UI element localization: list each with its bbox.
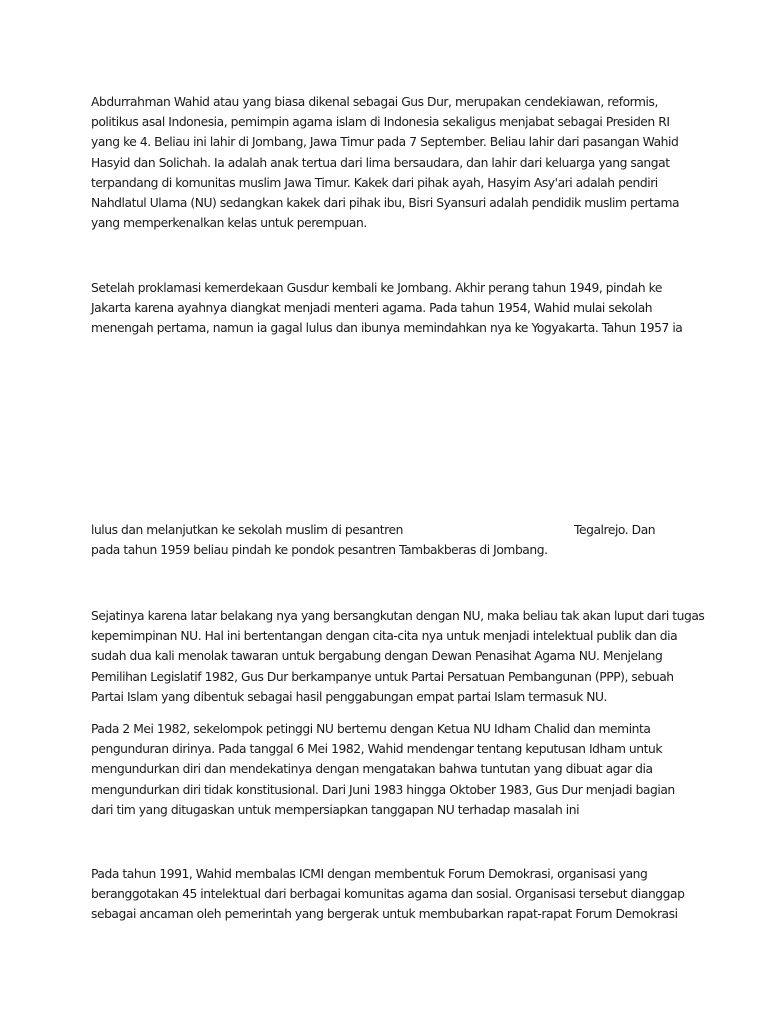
paragraph-nu-leadership: [91, 606, 705, 707]
text-line: Setelah proklamasi kemerdekaan Gusdur kembali ke Jombang. Akhir perang tahun 1949, pindah ke: [91, 281, 663, 295]
paragraph-education: [91, 278, 701, 339]
text-line: Partai Islam yang dibentuk sebagai hasil penggabungan empat partai Islam termasuk NU.: [91, 689, 607, 704]
text-line: dari tim yang ditugaskan untuk mempersiapkan tanggapan NU terhadap masalah ini: [91, 802, 580, 817]
text-line: politikus asal Indonesia, pemimpin agama islam di Indonesia sekaligus menjabat sebagai Presiden RI: [91, 115, 670, 130]
text-line: terpandang di komunitas muslim Jawa Timur. Kakek dari pihak ayah, Hasyim Asy'ari adalah pendiri: [91, 175, 658, 190]
text-line: Pemilihan Legislatif 1982, Gus Dur berkampanye untuk Partai Persatuan Pembangunan (PPP), sebuah: [91, 669, 674, 684]
text-line: sebagai ancaman oleh pemerintah yang bergerak untuk membubarkan rapat-rapat Forum Demokrasi: [91, 907, 678, 922]
text-line: menengah pertama, namun ia gagal lulus dan ibunya memindahkan nya ke Yogyakarta. Tahun 1957 ia: [91, 321, 683, 336]
paragraph-education-continued: [91, 520, 701, 560]
text-line: beranggotakan 45 intelektual dari berbagai komunitas agama dan sosial. Organisasi tersebut dianggap: [91, 887, 685, 902]
split-text-line: [91, 520, 701, 540]
paragraph-forum-demokrasi: [91, 864, 701, 925]
split-line-left-text: lulus dan melanjutkan ke sekolah muslim di pesantren: [91, 523, 403, 537]
text-line: Jakarta karena ayahnya diangkat menjadi menteri agama. Pada tahun 1954, Wahid mulai sekolah: [91, 301, 653, 316]
text-line: Sejatinya karena latar belakang nya yang bersangkutan dengan NU, maka beliau tak akan luput dari tugas: [91, 609, 705, 623]
paragraph-1982-events: [91, 719, 701, 820]
text-line: Abdurrahman Wahid atau yang biasa dikenal sebagai Gus Dur, merupakan cendekiawan, reformis,: [91, 95, 658, 109]
text-line: mengundurkan diri dan mendekatinya dengan mengatakan bahwa tuntutan yang dibuat agar dia: [91, 762, 653, 777]
text-line: Pada 2 Mei 1982, sekelompok petinggi NU bertemu dengan Ketua NU Idham Chalid dan meminta: [91, 722, 651, 736]
text-line: pengunduran dirinya. Pada tanggal 6 Mei 1982, Wahid mendengar tentang keputusan Idham untuk: [91, 742, 662, 757]
split-line-right-text: Tegalrejo. Dan: [574, 523, 656, 537]
text-line: kepemimpinan NU. Hal ini bertentangan dengan cita-cita nya untuk menjadi intelektual publik dan dia: [91, 629, 678, 644]
text-line: Hasyid dan Solichah. Ia adalah anak tertua dari lima bersaudara, dan lahir dari keluarga yang sangat: [91, 155, 670, 170]
paragraph-biography-intro: [91, 92, 701, 233]
text-line: yang memperkenalkan kelas untuk perempuan.: [91, 216, 367, 231]
text-line: Pada tahun 1991, Wahid membalas ICMI dengan membentuk Forum Demokrasi, organisasi yang: [91, 867, 648, 881]
text-line: sudah dua kali menolak tawaran untuk bergabung dengan Dewan Penasihat Agama NU. Menjelang: [91, 649, 663, 664]
text-line: Nahdlatul Ulama (NU) sedangkan kakek dari pihak ibu, Bisri Syansuri adalah pendidik muslim pertama: [91, 196, 680, 211]
text-line: pada tahun 1959 beliau pindah ke pondok pesantren Tambakberas di Jombang.: [91, 543, 548, 558]
text-line: mengundurkan diri tidak konstitusional. Dari Juni 1983 hingga Oktober 1983, Gus Dur menjadi bagian: [91, 782, 675, 797]
text-line: yang ke 4. Beliau ini lahir di Jombang, Jawa Timur pada 7 September. Beliau lahir dari pasangan Wahid: [91, 135, 679, 150]
